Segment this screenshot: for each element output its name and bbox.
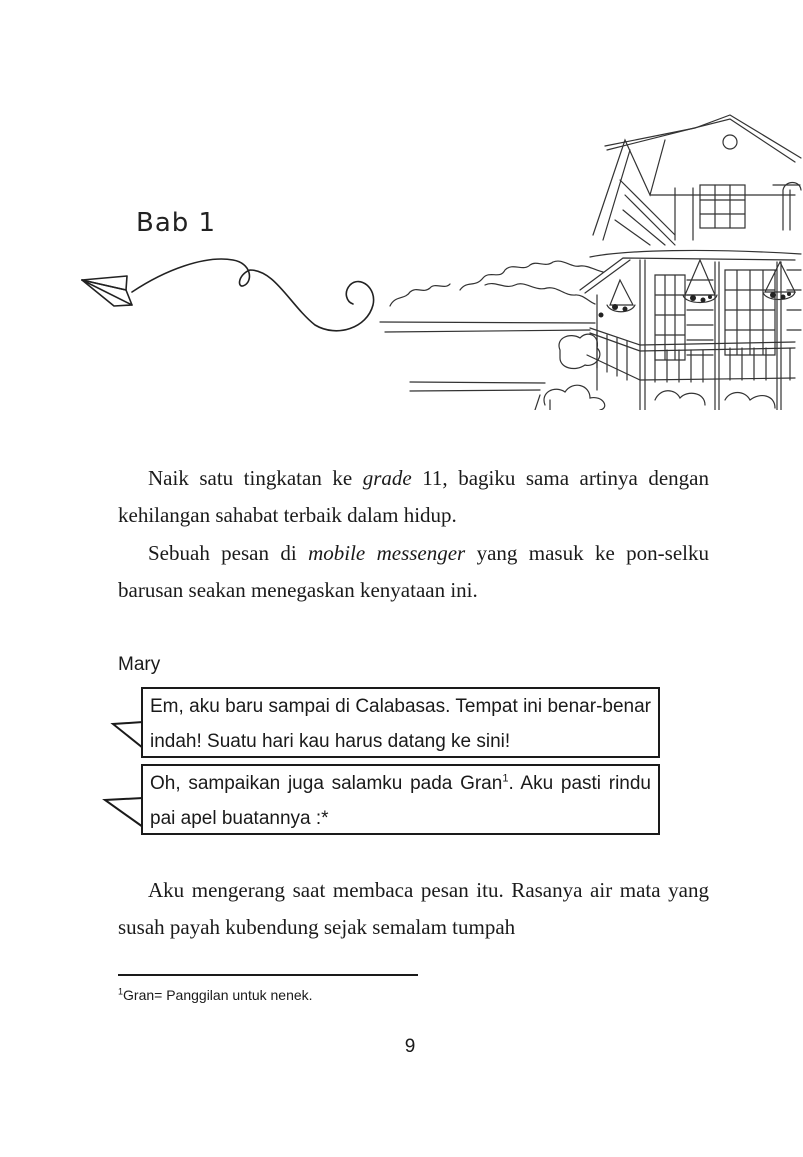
paragraph-text: yang masuk ke pon-selku barusan seakan menegaskan kenyataan ini. bbox=[118, 541, 709, 602]
paragraph bbox=[118, 460, 709, 534]
paragraph-text: 11, bagiku sama artinya dengan kehilangan sahabat terbaik dalam hidup. bbox=[118, 466, 709, 527]
chat-message-text: Em, aku baru sampai di Calabasas. Tempat ini benar-benar indah! Suatu hari kau harus datang ke sini! bbox=[150, 696, 651, 752]
paragraph-italic-text: grade bbox=[362, 466, 412, 490]
footnote-marker: 1 bbox=[118, 986, 124, 997]
footnote-separator bbox=[118, 974, 418, 976]
bubble-tail-2 bbox=[105, 798, 143, 827]
paragraph-text: Naik satu tingkatan ke bbox=[148, 466, 363, 490]
paper-plane-icon bbox=[75, 230, 385, 340]
chat-message-bubble bbox=[141, 687, 660, 758]
chat-sender-name: Mary bbox=[118, 654, 161, 675]
chat-message-text: . Aku pasti rindu pai apel buatannya :* bbox=[150, 773, 651, 829]
footnote bbox=[118, 987, 313, 1003]
paragraph-italic-text: mobile messenger bbox=[308, 541, 466, 565]
chat-message-text: Oh, sampaikan juga salamku pada Gran bbox=[150, 773, 503, 794]
chapter-title: Bab 1 bbox=[136, 208, 217, 238]
chat-message-bubble bbox=[141, 764, 660, 835]
page-number: 9 bbox=[404, 1036, 416, 1057]
paragraph-text: Sebuah pesan di bbox=[148, 541, 309, 565]
paragraph bbox=[118, 535, 709, 609]
paragraph bbox=[118, 872, 709, 946]
house-sketch bbox=[375, 110, 803, 410]
footnote-text: Gran= Panggilan untuk nenek. bbox=[123, 987, 313, 1003]
footnote-reference[interactable]: 1 bbox=[502, 772, 509, 785]
bubble-tail-1 bbox=[113, 722, 143, 748]
paragraph-text: Aku mengerang saat membaca pesan itu. Rasanya air mata yang susah payah kubendung sejak semalam tumpah bbox=[118, 878, 709, 939]
